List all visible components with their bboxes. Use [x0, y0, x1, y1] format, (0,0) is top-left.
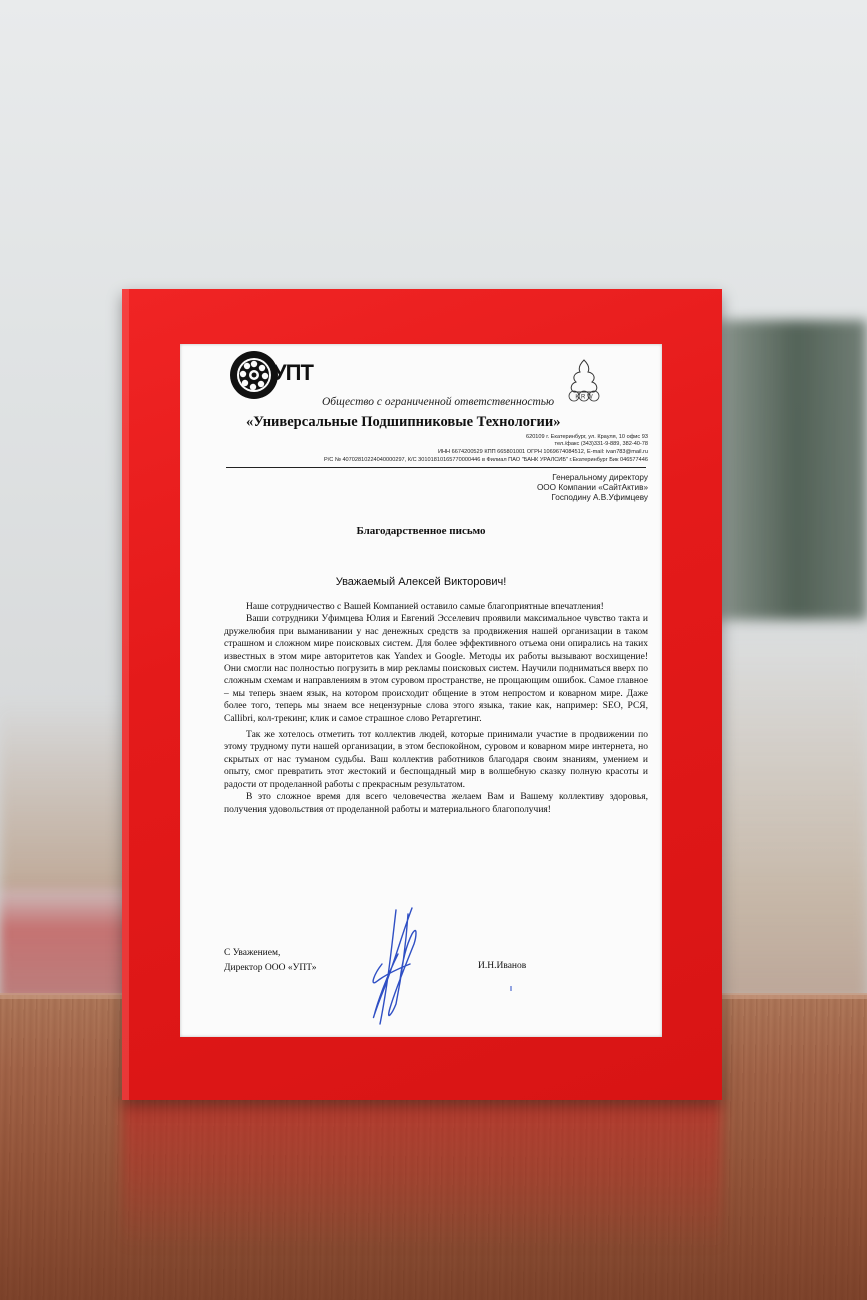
phone-line: тел./факс (343)331-9-889, 382-40-78: [554, 441, 648, 447]
frame-reflection: [122, 1100, 722, 1250]
logo-text: УПТ: [273, 360, 313, 385]
addressee-line-3: Господину А.В.Уфимцеву: [551, 493, 648, 502]
handwritten-signature: [352, 904, 442, 1034]
background-shelf: [0, 700, 140, 890]
background-cabinet: [720, 640, 867, 1000]
closing-block: [224, 946, 317, 976]
addressee-line-1: Генеральному директору: [552, 473, 648, 482]
paragraph-1: Наше сотрудничество с Вашей Компанией оставило самые благоприятные впечатления!: [246, 602, 604, 612]
paragraph-4: В это сложное время для всего человечества желаем Вам и Вашему коллективу здоровья, получения удовольствия от проделанной работы и материального благополучия!: [224, 792, 648, 815]
krw-logo-text: K R W: [575, 394, 593, 401]
letter-paper: [180, 344, 662, 1037]
bank-line: Р/С № 40702810224040000297, К/С 30101810165770000446 в Филиал ПАО "БАНК УРАЛСИБ" г.Екатеринбург Бик 046577446: [324, 457, 648, 463]
address-line: 620109 г. Екатеринбург, ул. Крауля, 10 офис 93: [525, 434, 648, 440]
ids-line: ИНН 6674200529 КПП 665801001 ОГРН 1069674084512, E-mail: ivan783@mail.ru: [438, 449, 648, 455]
closing-regards: С Уважением,: [224, 948, 281, 958]
krw-logo-icon: [560, 358, 608, 404]
addressee-line-2: ООО Компании «СайтАктив»: [536, 483, 648, 492]
signer-name: И.Н.Иванов: [478, 961, 527, 971]
ink-mark: [510, 986, 512, 991]
letter-greeting: Уважаемый Алексей Викторович!: [335, 576, 507, 588]
letter-title: Благодарственное письмо: [356, 525, 486, 537]
legal-form: Общество с ограниченной ответственностью: [322, 396, 555, 408]
letterhead-divider: [226, 467, 646, 468]
paragraph-3: Так же хотелось отметить тот коллектив людей, которые принимали участие в продвижении по этому трудному пути нашей организации, в этом беспокойном, суровом и коварном мире интернета, но скрытых от нас туманом судьбы. Ваш коллектив работников благодаря своим знаниям, умением и опыту, смог превратить этот жестокий и беспощадный мир в волшебную сказку полную красоты и радости от проделанной работы с прекрасным результатом.: [224, 730, 648, 790]
red-photo-frame: [122, 289, 722, 1100]
closing-position: Директор ООО «УПТ»: [224, 963, 317, 973]
addressee-block: [537, 473, 648, 503]
paragraph-2: Ваши сотрудники Уфимцева Юлия и Евгений Эсселевич проявили максимальное чувство такта и дружелюбия при выманивании у нас денежных средств за продвижения нашей организации в таком страшном и сложном мире поисковых систем. Для более эффективного отъема они опирались на таких известных в этом мире авторитетов как Yandex и Google. Методы их работы вызывают восхищение! Они смогли нас полностью погрузить в мир рекламы поисковых систем. Научили подниматься вверх по сложным схемам и направлениям в этом суровом пространстве, не прощающим ошибок. Самое главное – мы теперь знаем язык, на котором происходит общение в этом непростом и коварном мире. Даже более того, теперь мы знаем все нецензурные слова этого языка, такие как, например: SEO, РСЯ, Callibri, кол-трекинг, клик и самое страшное слово Ретаргетинг.: [224, 614, 648, 724]
company-name: «Универсальные Подшипниковые Технологии»: [246, 414, 561, 430]
letter-body: [224, 601, 648, 816]
